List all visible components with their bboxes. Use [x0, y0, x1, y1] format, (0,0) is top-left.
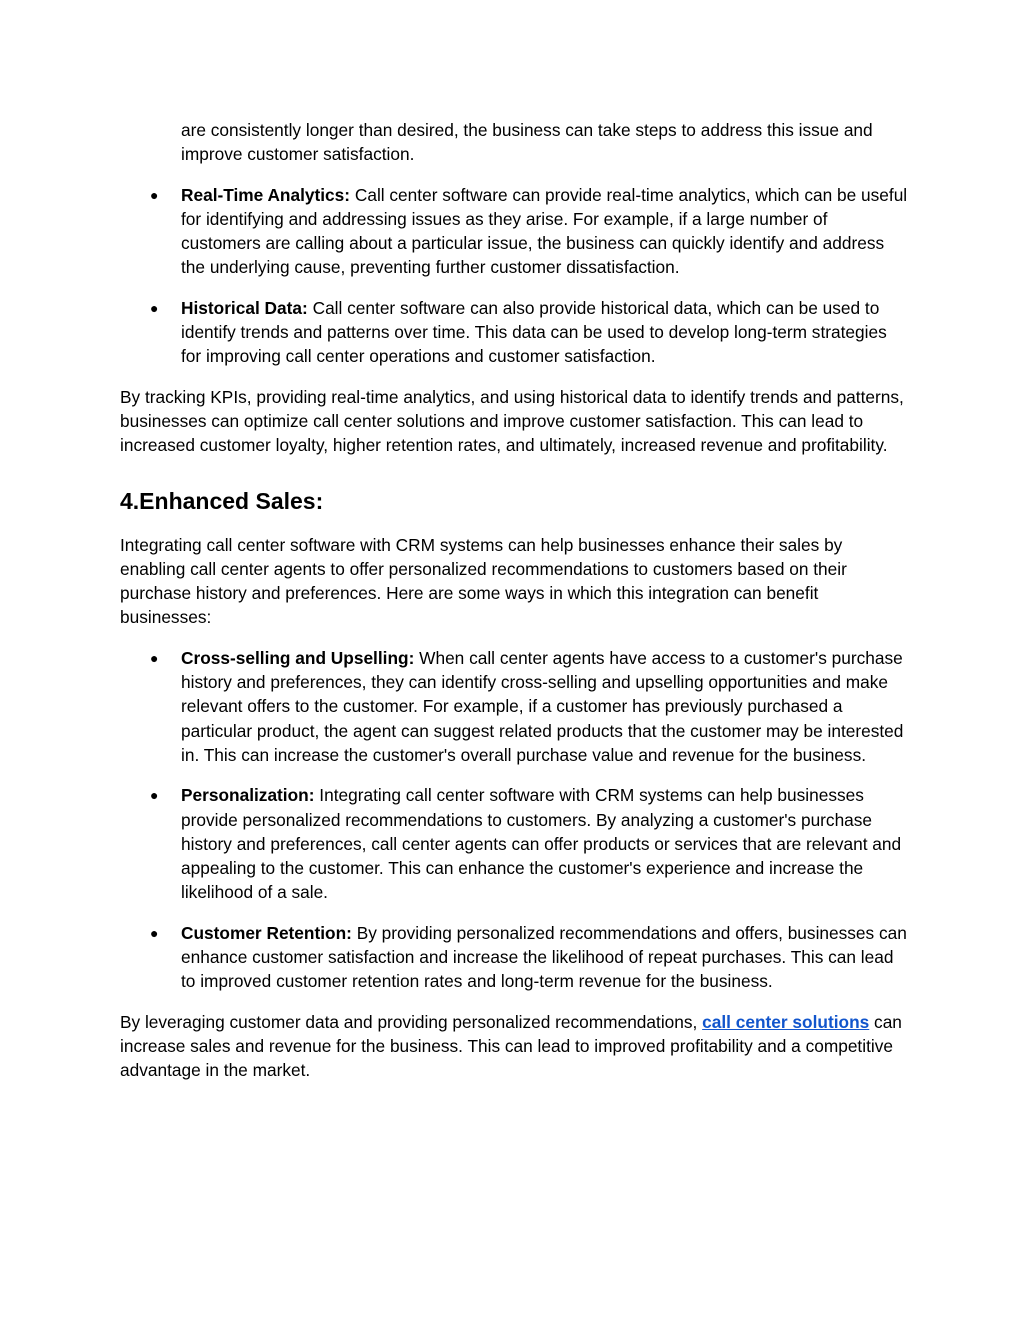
bullet-icon: ●: [150, 924, 159, 941]
list-item-personalization: [120, 783, 910, 904]
section-intro-paragraph: Integrating call center software with CRM systems can help businesses enhance their sales by enabling call center agents to offer personalized recommendations to customers based on their purchase history and preferences. Here are some ways in which this integration can benefit businesses:: [120, 534, 847, 628]
document-body: [120, 118, 910, 1099]
item-text: Call center software can provide real-time analytics, which can be useful for identifying and addressing issues as they arise. For example, if a large number of customers are calling about a particular issue, the business can quickly identify and address the underlying cause, preventing further customer dissatisfaction.: [181, 184, 908, 278]
continued-paragraph: are consistently longer than desired, the business can take steps to address this issue and improve customer satisfaction.: [181, 120, 873, 165]
item-text: Call center software can also provide historical data, which can be used to identify trends and patterns over time. This data can be used to develop long-term strategies for improving call center operations and customer satisfaction.: [181, 297, 887, 367]
bullet-icon: ●: [150, 186, 159, 203]
summary-paragraph: By tracking KPIs, providing real-time analytics, and using historical data to identify trends and patterns, businesses can optimize call center solutions and improve customer satisfaction. This can lead to increased customer loyalty, higher retention rates, and ultimately, increased revenue and profitability.: [120, 386, 904, 456]
call-center-solutions-link[interactable]: call center solutions: [702, 1011, 870, 1032]
item-title: Personalization:: [181, 785, 315, 806]
list-item-historical-data: [120, 296, 910, 369]
item-text: When call center agents have access to a customer's purchase history and preferences, they can identify cross-selling and upselling opportunities and make relevant offers to the customer. For example, if a customer has previously purchased a particular product, the agent can suggest related products that the customer may be interested in. This can increase the customer's overall purchase value and revenue for the business.: [181, 647, 904, 765]
item-text: By providing personalized recommendations and offers, businesses can enhance customer satisfaction and increase the likelihood of repeat purchases. This can lead to improved customer retention rates and long-term revenue for the business.: [181, 922, 907, 992]
list-item-real-time-analytics: [120, 183, 910, 280]
closing-paragraph: [120, 1010, 910, 1083]
item-text: Integrating call center software with CRM systems can help businesses provide personalized recommendations to customers. By analyzing a customer's purchase history and preferences, call center agents can offer products or services that are relevant and appealing to the customer. This can enhance the customer's experience and increase the likelihood of a sale.: [181, 785, 902, 903]
list-item-customer-retention: [120, 921, 910, 994]
analytics-list: [120, 183, 910, 369]
list-item-cross-selling: [120, 646, 910, 767]
bullet-icon: ●: [150, 787, 159, 804]
item-title: Real-Time Analytics:: [181, 184, 351, 205]
item-title: Historical Data:: [181, 297, 308, 318]
bullet-icon: ●: [150, 299, 159, 316]
section-heading-enhanced-sales: 4.Enhanced Sales:: [120, 487, 324, 514]
closing-text-after: can increase sales and revenue for the business. This can lead to improved profitability and a competitive advantage in the market.: [120, 1011, 902, 1081]
bullet-icon: ●: [150, 649, 159, 666]
sales-list: [120, 646, 910, 994]
closing-text-before: By leveraging customer data and providing personalized recommendations,: [120, 1011, 703, 1032]
item-title: Cross-selling and Upselling:: [181, 647, 415, 668]
item-title: Customer Retention:: [181, 922, 352, 943]
